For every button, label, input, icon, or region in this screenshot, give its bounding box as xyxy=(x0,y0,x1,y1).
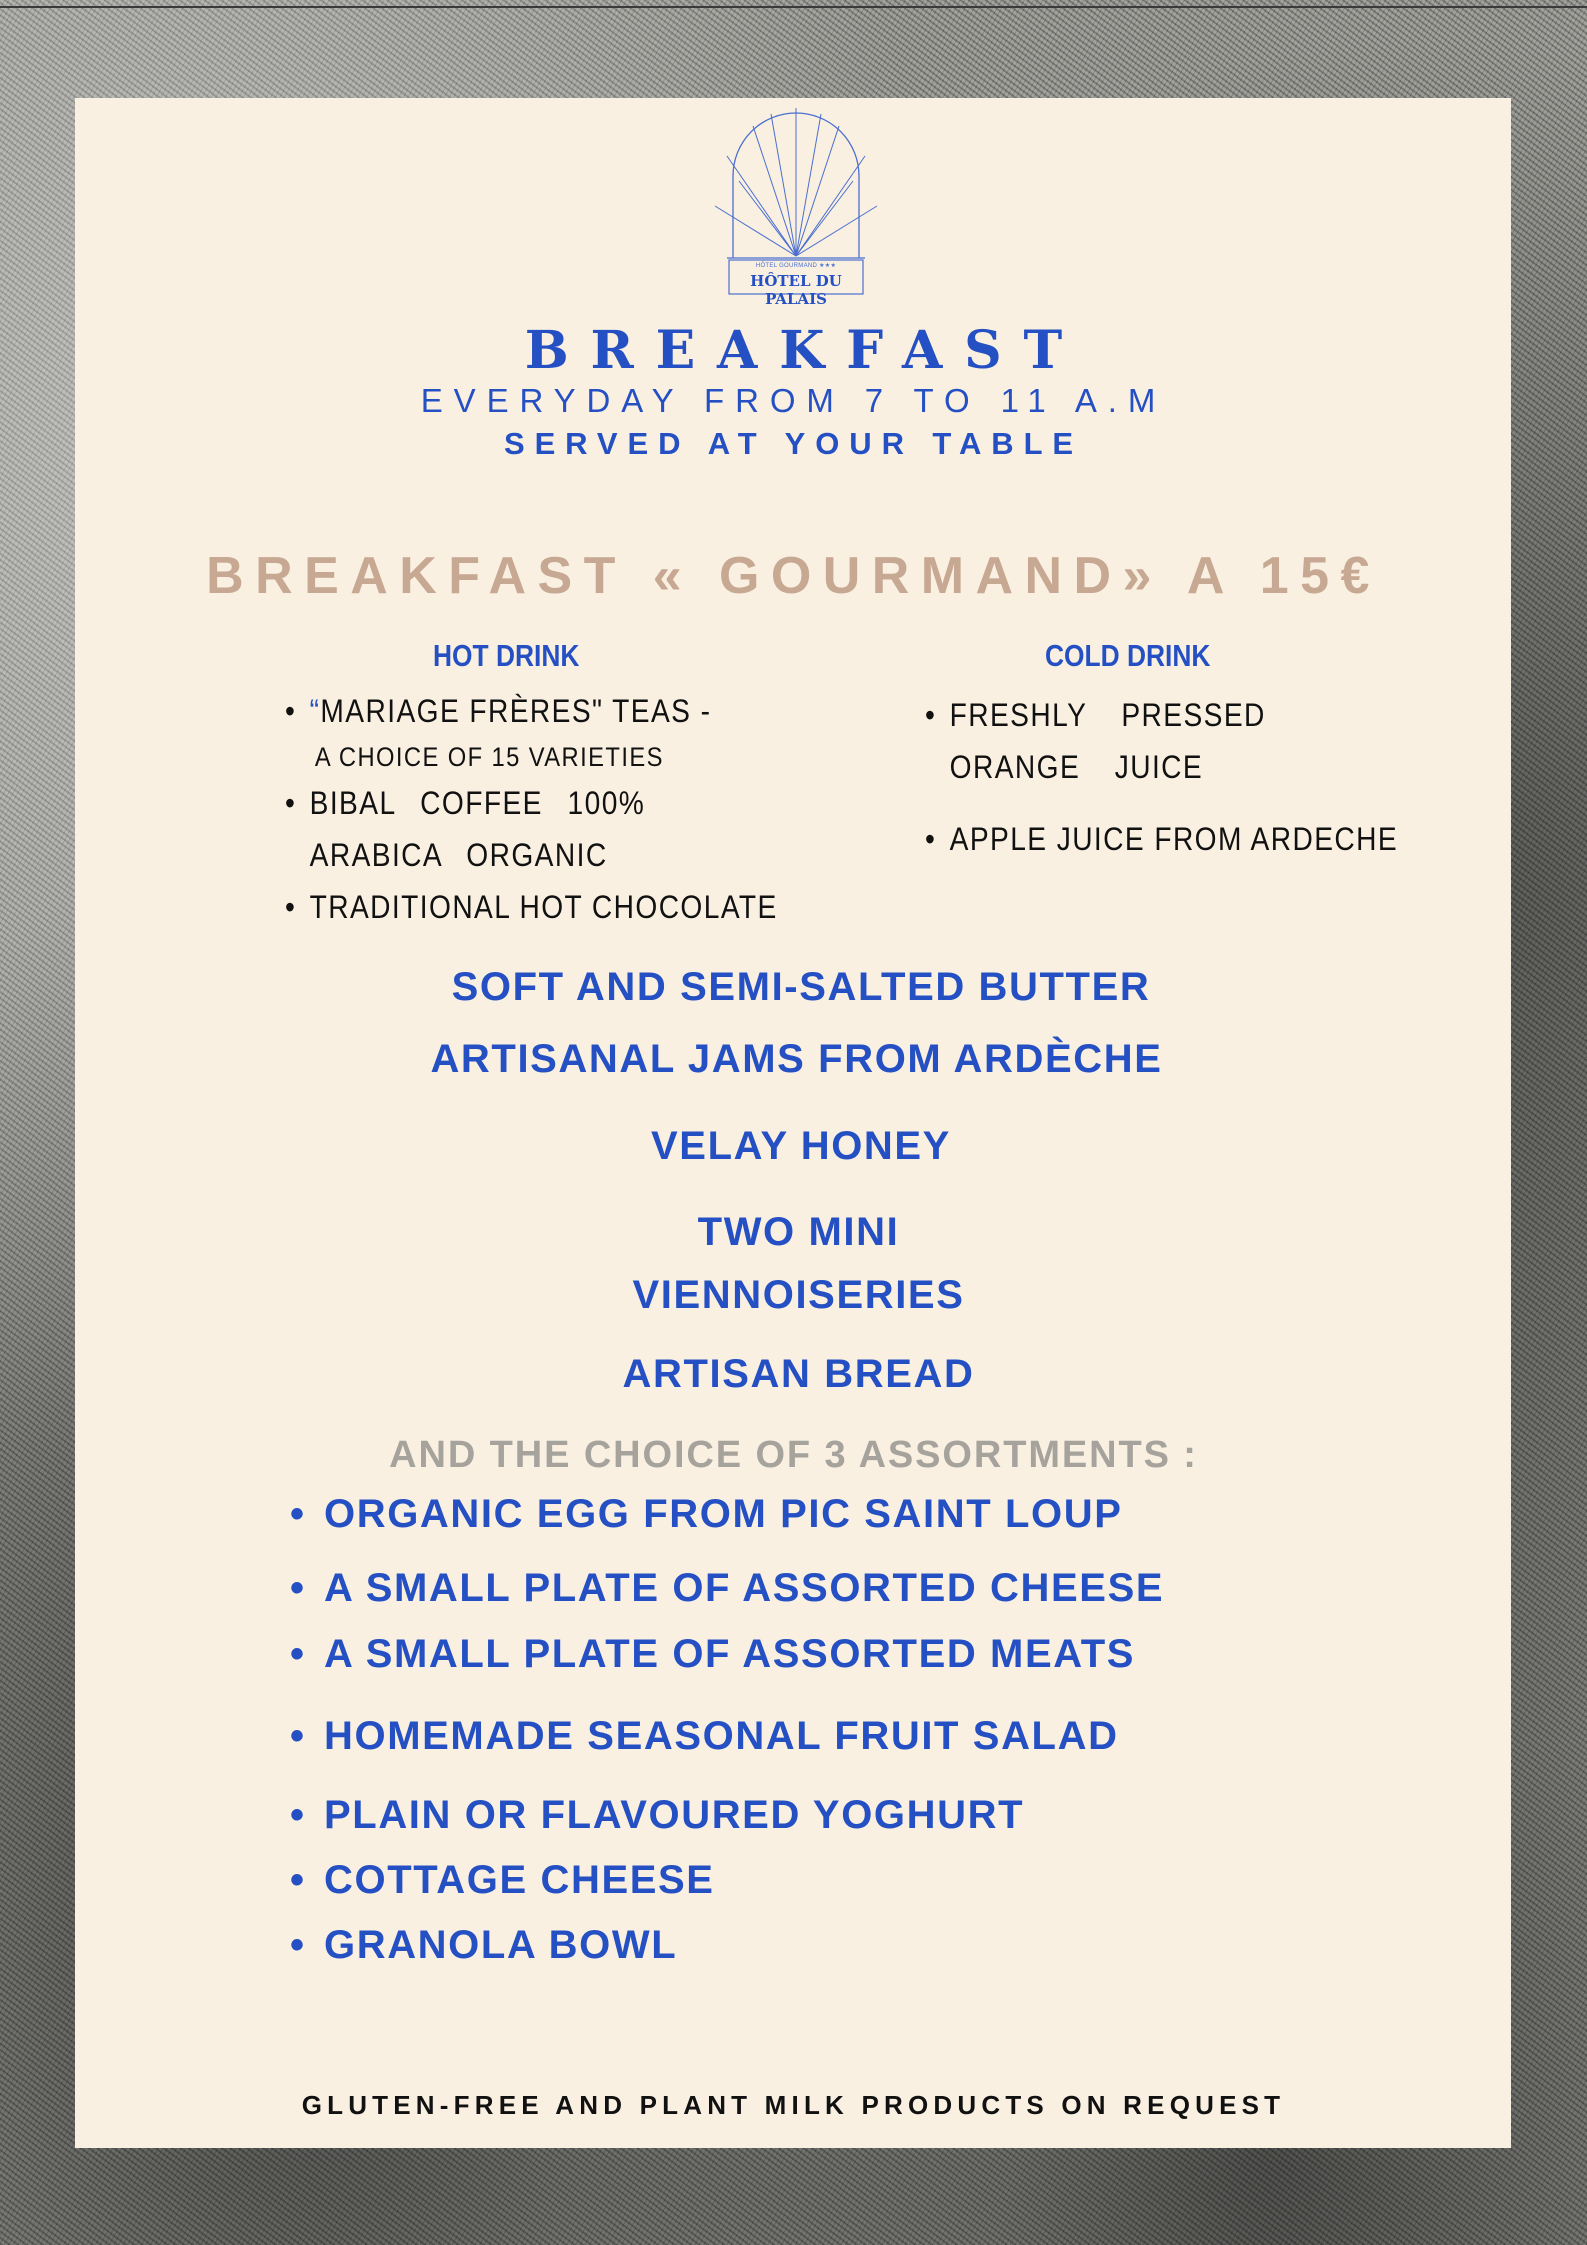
top-border-line xyxy=(0,6,1587,8)
cold-drink-list xyxy=(925,689,1398,865)
tea-label: MARIAGE FRÈRES" TEAS - xyxy=(320,693,712,729)
logo-name: HÔTEL DU PALAIS xyxy=(750,272,842,308)
jams-item: ARTISANAL JAMS FROM ARDÈCHE xyxy=(430,1037,1163,1081)
apple-juice-label: APPLE JUICE FROM ARDECHE xyxy=(949,821,1399,857)
footer-note: GLUTEN-FREE AND PLANT MILK PRODUCTS ON REQUEST xyxy=(301,2090,1286,2120)
hot-drink-list xyxy=(285,685,778,933)
list-item xyxy=(285,881,778,933)
offer-title: BREAKFAST « GOURMAND» A 15€ xyxy=(206,547,1381,605)
hot-drink-heading: HOT DRINK xyxy=(433,638,580,673)
list-item: • GRANOLA BOWL xyxy=(290,1923,677,1968)
hotel-logo xyxy=(713,106,879,308)
butter-item: SOFT AND SEMI-SALTED BUTTER xyxy=(451,965,1151,1009)
viennoiseries-line-2: VIENNOISERIES xyxy=(632,1273,965,1317)
orange-juice-label: FRESHLY PRESSED ORANGE JUICE xyxy=(949,697,1266,785)
coffee-label: BIBAL COFFEE 100% ARABICA ORGANIC xyxy=(309,785,646,873)
list-item xyxy=(285,685,778,777)
hours-line: EVERYDAY FROM 7 TO 11 A.M xyxy=(420,382,1167,419)
honey-item: VELAY HONEY xyxy=(651,1124,951,1168)
list-item: • ORGANIC EGG FROM PIC SAINT LOUP xyxy=(290,1492,1123,1537)
chocolate-label: TRADITIONAL HOT CHOCOLATE xyxy=(309,889,778,925)
list-item xyxy=(925,689,1319,793)
page-title: BREAKFAST xyxy=(524,320,1085,381)
list-item: • HOMEMADE SEASONAL FRUIT SALAD xyxy=(290,1714,1119,1759)
list-item: • A SMALL PLATE OF ASSORTED CHEESE xyxy=(290,1566,1164,1611)
list-item xyxy=(925,813,1398,865)
quote-mark: “ xyxy=(309,693,321,729)
tea-note: A CHOICE OF 15 VARIETIES xyxy=(314,742,664,772)
list-item: • A SMALL PLATE OF ASSORTED MEATS xyxy=(290,1632,1135,1677)
bread-item: ARTISAN BREAD xyxy=(622,1352,975,1396)
list-item: • COTTAGE CHEESE xyxy=(290,1858,715,1903)
assortments-heading: AND THE CHOICE OF 3 ASSORTMENTS : xyxy=(389,1434,1198,1476)
viennoiseries-line-1: TWO MINI xyxy=(697,1210,900,1254)
service-line: SERVED AT YOUR TABLE xyxy=(503,426,1084,461)
list-item: • PLAIN OR FLAVOURED YOGHURT xyxy=(290,1793,1024,1838)
logo-tagline: HÔTEL GOURMAND ★★★ xyxy=(755,263,837,269)
cold-drink-heading: COLD DRINK xyxy=(1045,638,1211,673)
list-item xyxy=(285,777,688,881)
